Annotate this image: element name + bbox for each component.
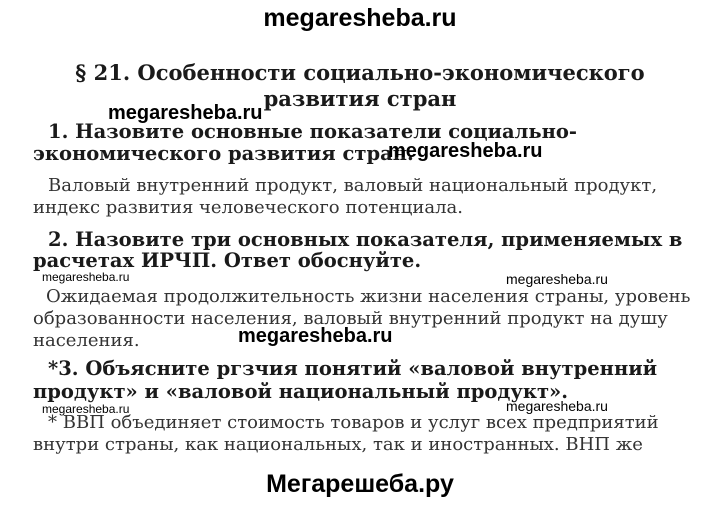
watermark: megaresheba.ru bbox=[238, 325, 393, 347]
answer-3-line-2: внутри страны, как национальных, так и иностранных. ВНП же bbox=[33, 434, 643, 455]
answer-2-line-2: образованности населения, валовый внутренний продукт на душу bbox=[33, 308, 668, 329]
watermark: megaresheba.ru bbox=[42, 402, 130, 416]
question-2-line-1: 2. Назовите три основных показателя, применяемых в bbox=[48, 228, 683, 251]
answer-1-line-2: индекс развития человеческого потенциала. bbox=[33, 197, 463, 218]
watermark: megaresheba.ru bbox=[42, 270, 130, 284]
question-3-line-2: продукт» и «валовой национальный продукт». bbox=[33, 380, 569, 403]
watermark-top: megaresheba.ru bbox=[263, 4, 457, 32]
question-2-line-2: расчетах ИРЧП. Ответ обоснуйте. bbox=[33, 249, 422, 272]
question-1-line-1: 1. Назовите основные показатели социально- bbox=[48, 120, 577, 143]
watermark: megaresheba.ru bbox=[388, 140, 543, 162]
answer-1-line-1: Валовый внутренний продукт, валовый национальный продукт, bbox=[48, 175, 658, 196]
answer-3-line-1: * ВВП объединяет стоимость товаров и услуг всех предприятий bbox=[48, 412, 659, 433]
watermark: megaresheba.ru bbox=[108, 102, 263, 124]
watermark: megaresheba.ru bbox=[506, 398, 608, 414]
section-title-line-2: развития стран bbox=[263, 86, 457, 111]
answer-2-line-3: населения. bbox=[33, 330, 140, 351]
question-3-line-1: *3. Объясните ргзчия понятий «валовой внутренний bbox=[48, 357, 658, 380]
question-1-line-2: экономического развития стран. bbox=[33, 142, 414, 165]
watermark-bottom: Мегарешеба.ру bbox=[266, 470, 454, 498]
answer-2-line-1: Ожидаемая продолжительность жизни населения страны, уровень bbox=[46, 286, 691, 307]
section-title-line-1: § 21. Особенности социально-экономического bbox=[75, 60, 645, 85]
watermark: megaresheba.ru bbox=[506, 271, 608, 287]
